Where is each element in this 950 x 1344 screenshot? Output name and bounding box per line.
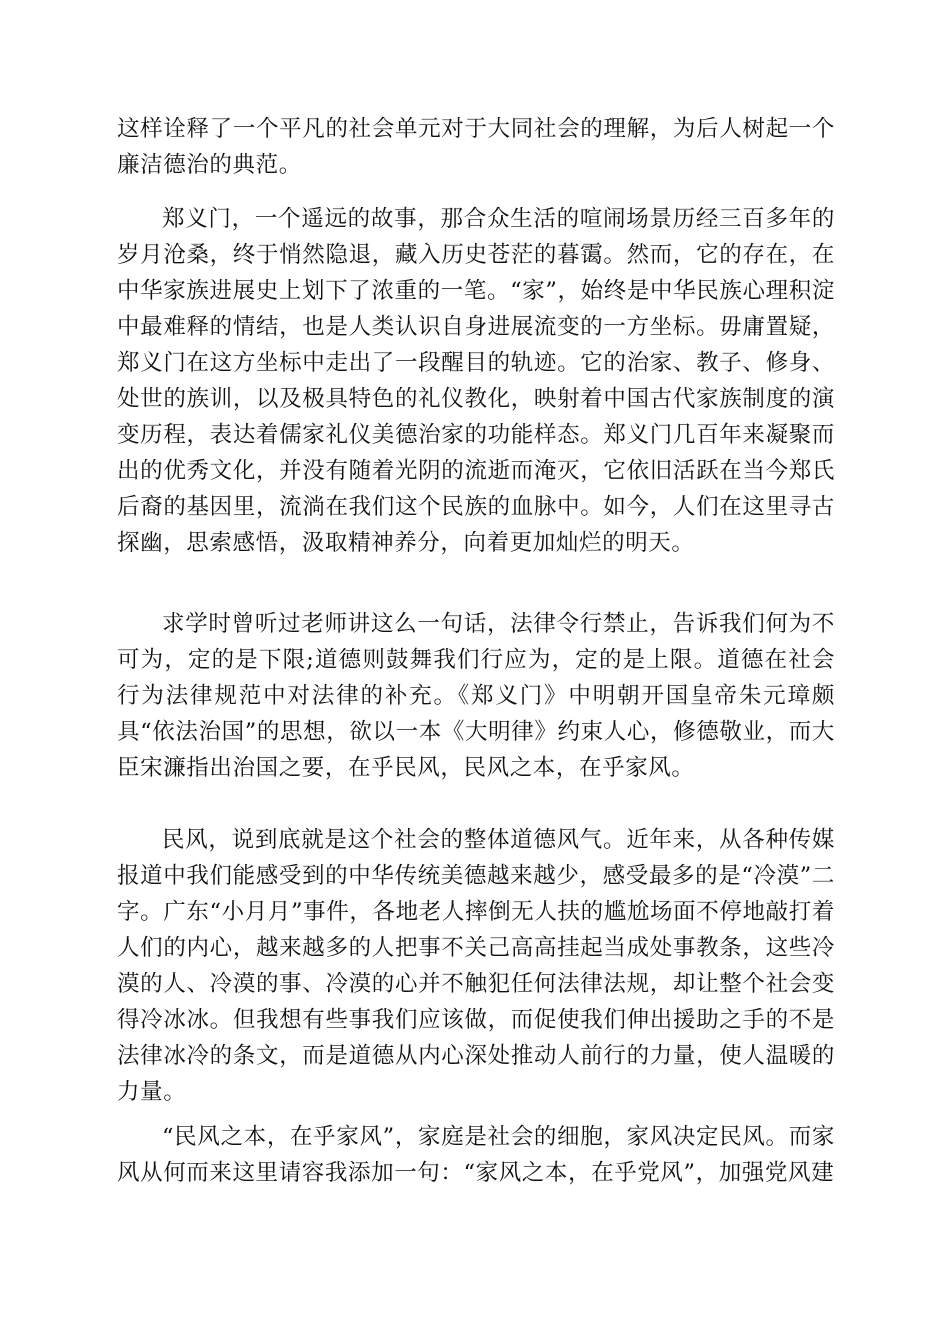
paragraph-family-tradition: “民风之本，在乎家风”，家庭是社会的细胞，家风决定民风。而家风从何而来这里请容我添加一句：“家风之本，在乎党风”，加强党风建 xyxy=(117,1124,835,1186)
paragraph-zheng-yi-men: 郑义门，一个遥远的故事，那合众生活的喧闹场景历经三百多年的岁月沧桑，终于悄然隐退，藏入历史苍茫的暮霭。然而，它的存在，在中华家族进展史上划下了浓重的一笔。“家”，始终是中华民族心理积淀中最难释的情结，也是人类认识自身进展流变的一方坐标。毋庸置疑，郑义门在这方坐标中走出了一段醒目的轨迹。它的治家、教子、修身、处世的族训，以及极具特色的礼仪教化，映射着中国古代家族制度的演变历程，表达着儒家礼仪美德治家的功能样态。郑义门几百年来凝聚而出的优秀文化，并没有随着光阴的流逝而淹灭，它依旧活跃在当今郑氏后裔的基因里，流淌在我们这个民族的血脉中。如今，人们在这里寻古探幽，思索感悟，汲取精神养分，向着更加灿烂的明天。 xyxy=(117,206,835,556)
paragraph-law-and-morality: 求学时曾听过老师讲这么一句话，法律令行禁止，告诉我们何为不可为，定的是下限;道德则鼓舞我们行应为，定的是上限。道德在社会行为法律规范中对法律的补充。《郑义门》中明朝开国皇帝朱元璋颇具“依法治国”的思想，欲以一本《大明律》约束人心，修德敬业，而大臣宋濂指出治国之要，在乎民风，民风之本，在乎家风。 xyxy=(117,611,835,781)
paragraph-public-morals: 民风，说到底就是这个社会的整体道德风气。近年来，从各种传媒报道中我们能感受到的中华传统美德越来越少，感受最多的是“冷漠”二字。广东“小月月”事件，各地老人摔倒无人扶的尴尬场面不停地敲打着人们的内心，越来越多的人把事不关己高高挂起当成处事教条，这些冷漠的人、冷漠的事、冷漠的心并不触犯任何法律法规，却让整个社会变得冷冰冰。但我想有些事我们应该做，而促使我们伸出援助之手的不是法律冰冷的条文，而是道德从内心深处推动人前行的力量，使人温暖的力量。 xyxy=(117,827,835,1105)
paragraph-continuation: 这样诠释了一个平凡的社会单元对于大同社会的理解，为后人树起一个廉洁德治的典范。 xyxy=(117,116,835,178)
